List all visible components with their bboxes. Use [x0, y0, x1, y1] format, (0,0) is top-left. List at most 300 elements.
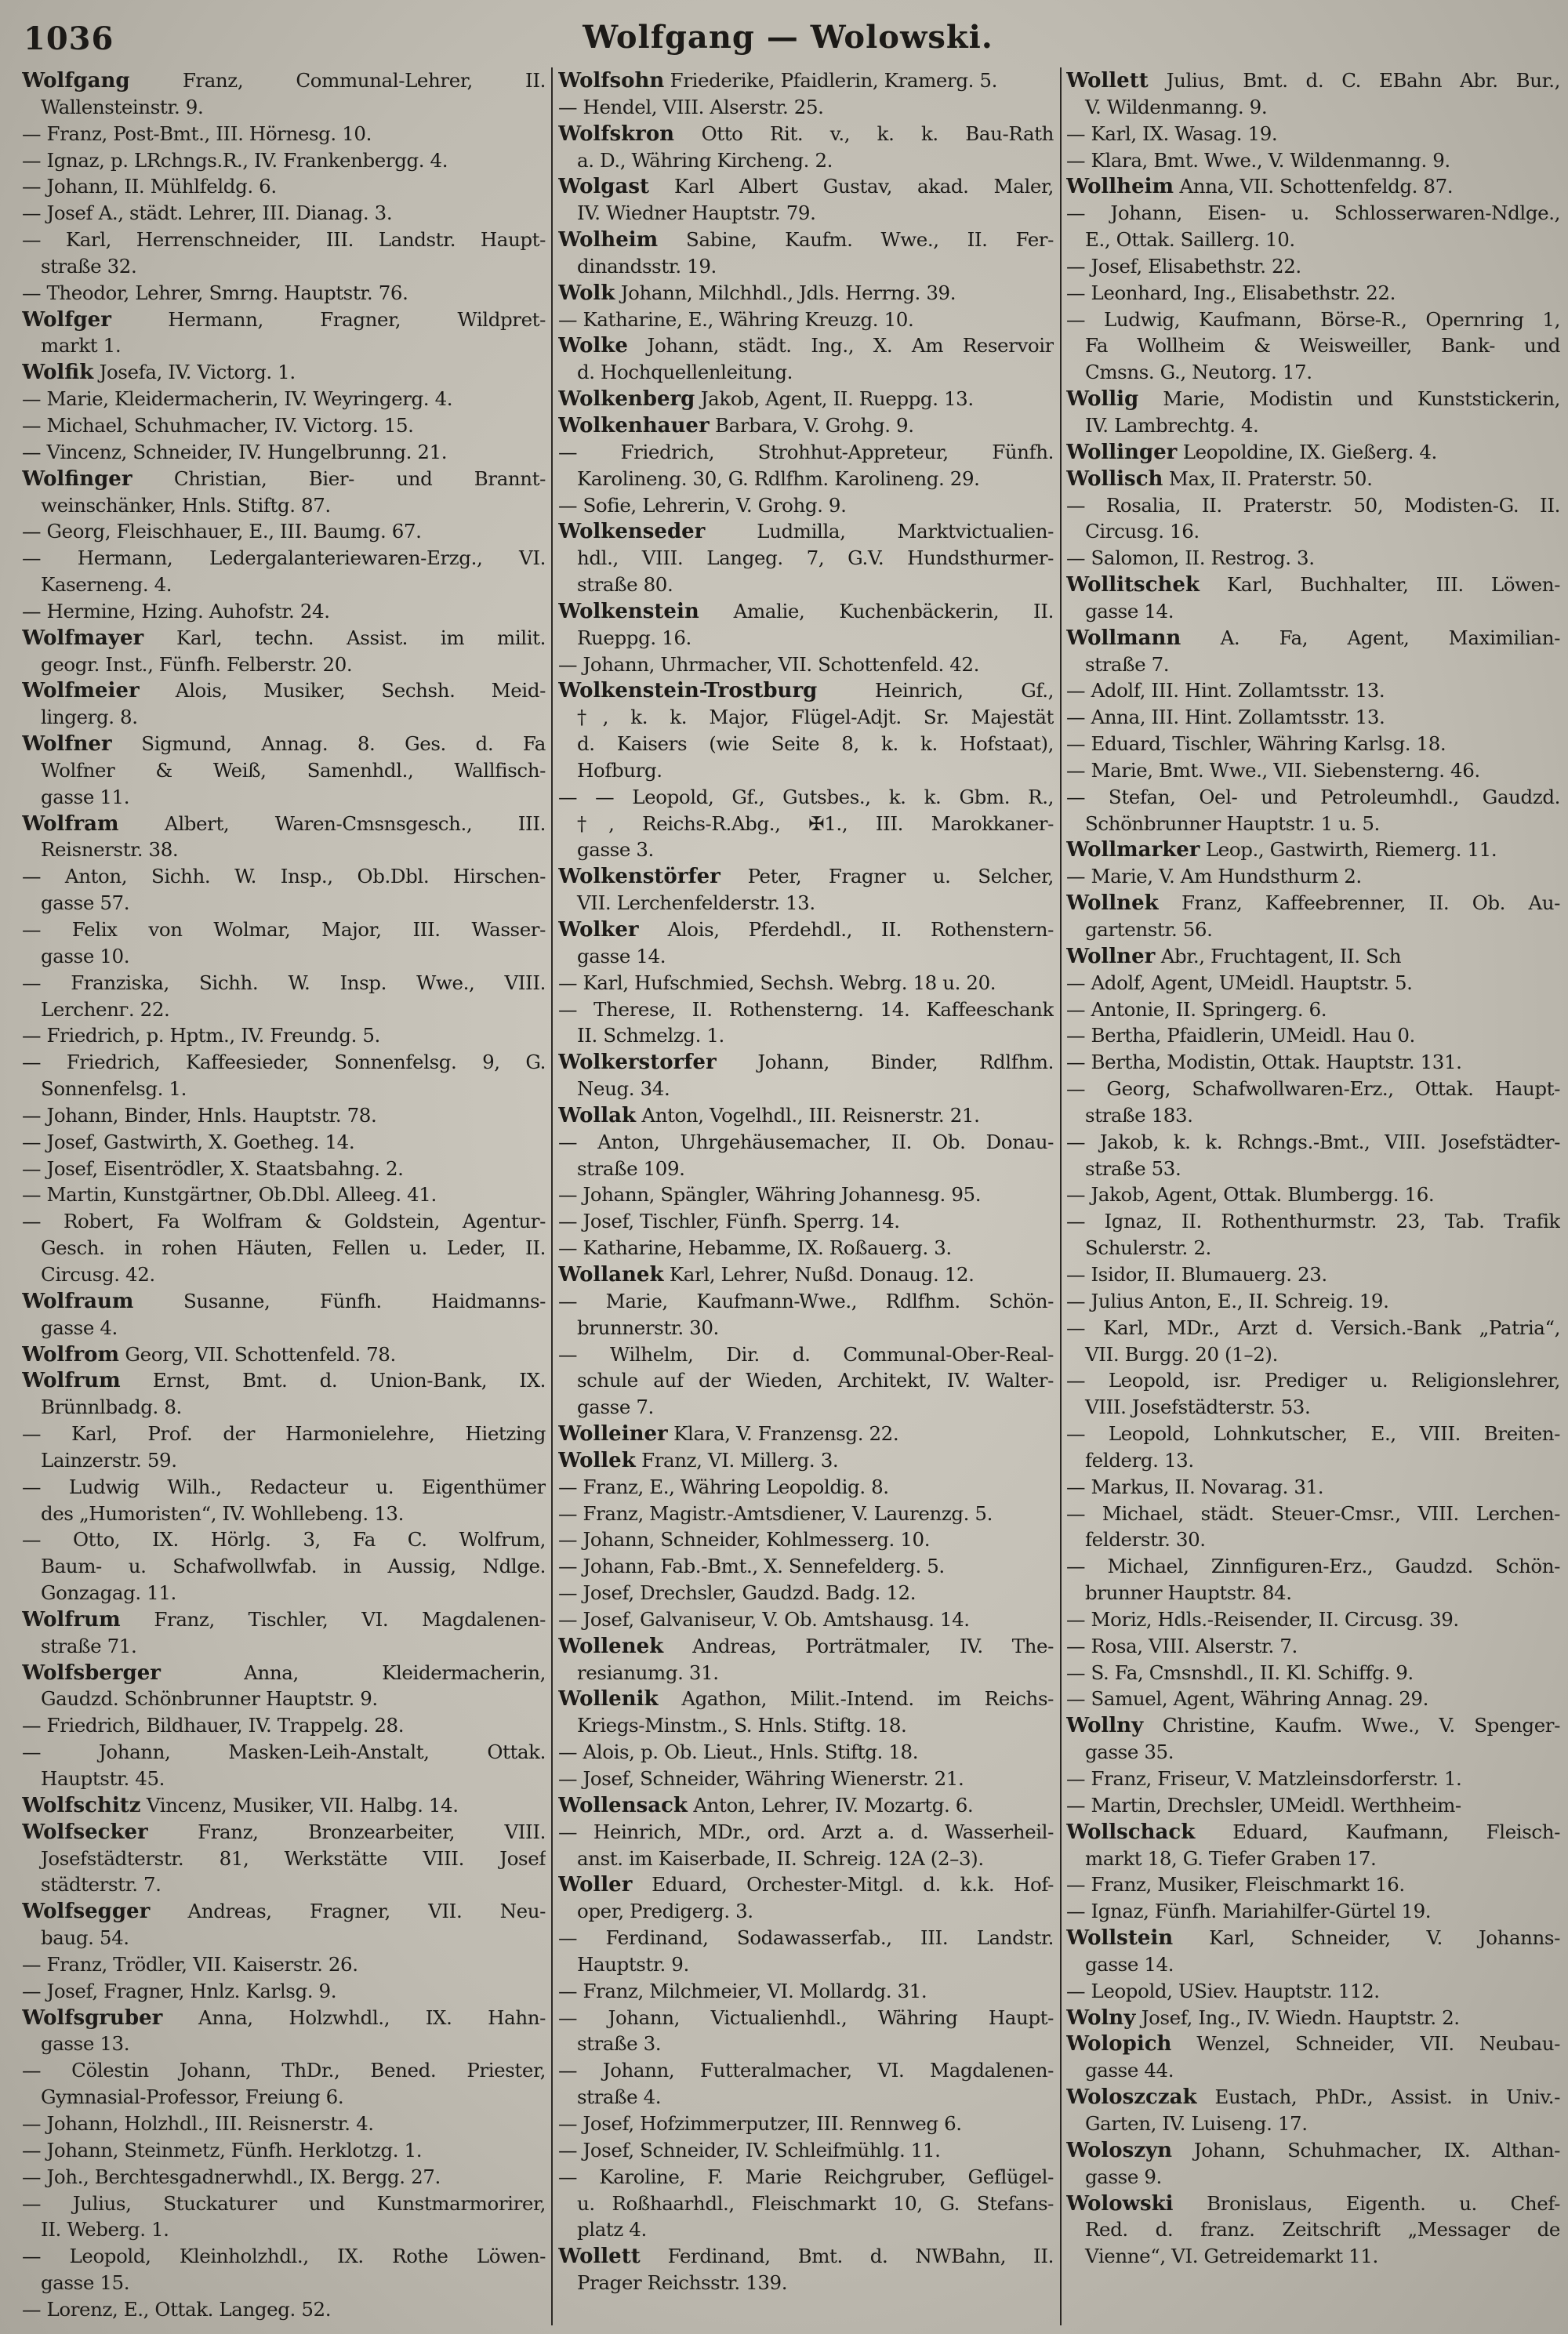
directory-entry — [22, 625, 546, 652]
directory-entry — [22, 1660, 546, 1686]
directory-entry: — Josef A., städt. Lehrer, III. Dianag. 3. — [22, 201, 393, 225]
directory-entry: — Franz, Magistr.-Amtsdiener, V. Laurenzg. 5. — [558, 1501, 993, 1525]
entry-continuation: gasse 35. — [1085, 1741, 1174, 1764]
surname-heading: Wolfsgruber — [22, 2005, 163, 2030]
directory-entry — [558, 1049, 1054, 1076]
surname-heading: Wolfner — [22, 732, 112, 757]
directory-entry: — Georg, Fleischhauer, E., III. Baumg. 67. — [22, 520, 422, 543]
entry-continuation: markt 1. — [41, 334, 122, 358]
entry-continuation: Baum- u. Schafwollwfab. in Aussig, Ndlge. — [41, 1555, 546, 1578]
directory-entry — [558, 1102, 1054, 1129]
entry-continuation: VII. Burgg. 20 (1–2). — [1085, 1342, 1278, 1366]
entry-text: Alois, Pferdehdl., II. Rothenstern- — [638, 918, 1054, 941]
directory-entry: — Hermann, Ledergalanteriewaren-Erzg., VI. — [22, 546, 546, 570]
entry-continuation: Rueppg. 16. — [577, 626, 691, 649]
directory-entry: — Antonie, II. Springerg. 6. — [1066, 997, 1327, 1021]
entry-text: Wenzel, Schneider, VII. Neubau- — [1171, 2032, 1560, 2056]
entry-continuation: E., Ottak. Saillerg. 10. — [1085, 228, 1295, 252]
page-number: 1036 — [24, 20, 114, 57]
directory-entry: — Leopold, isr. Prediger u. Religionslehrer, — [1066, 1369, 1560, 1392]
entry-continuation: brunnerstr. 30. — [577, 1316, 719, 1339]
directory-entry — [558, 121, 1054, 147]
entry-continuation: Hofburg. — [577, 758, 662, 782]
entry-text: Johann, städt. Ing., X. Am Reservoir — [627, 334, 1054, 358]
directory-entry: — Friedrich, Strohhut-Appreteur, Fünfh. — [558, 440, 1054, 463]
directory-entry: — Franz, E., Währing Leopoldig. 8. — [558, 1475, 889, 1498]
directory-entry: — Ludwig, Kaufmann, Börse-R., Opernring 1, — [1066, 307, 1560, 331]
surname-heading: Wolfsegger — [22, 1900, 151, 1924]
directory-entry: — Johann, Masken-Leih-Anstalt, Ottak. — [22, 1741, 546, 1764]
entry-text: Amalie, Kuchenbäckerin, II. — [699, 599, 1054, 623]
entry-text: Johann, Schuhmacher, IX. Althan- — [1172, 2138, 1560, 2162]
entry-continuation: städterstr. 7. — [41, 1873, 162, 1897]
directory-entry: — Franz, Trödler, VII. Kaiserstr. 26. — [22, 1952, 358, 1976]
directory-entry — [558, 173, 1054, 200]
entry-text: Abr., Fruchtagent, II. Sch — [1155, 944, 1402, 967]
directory-entry: — Georg, Schafwollwaren-Erz., Ottak. Haupt- — [1066, 1077, 1560, 1101]
surname-heading: Wollnek — [1066, 891, 1159, 916]
entry-continuation: markt 18, G. Tiefer Graben 17. — [1085, 1846, 1377, 1870]
directory-entry — [558, 67, 1054, 94]
entry-continuation: straße 71. — [41, 1634, 137, 1657]
directory-entry: — Martin, Kunstgärtner, Ob.Dbl. Alleeg. 41. — [22, 1183, 437, 1207]
directory-entry: — S. Fa, Cmsnshdl., II. Kl. Schiffg. 9. — [1066, 1661, 1414, 1684]
surname-heading: Wollny — [1066, 1714, 1144, 1738]
surname-heading: Wolfram — [22, 811, 119, 836]
directory-entry — [1066, 2084, 1560, 2111]
surname-heading: Wollanek — [558, 1262, 664, 1287]
entry-text: Alois, Musiker, Sechsh. Meid- — [139, 679, 546, 702]
directory-entry — [558, 1686, 1054, 1712]
directory-entry: — Johann, II. Mühlfeldg. 6. — [22, 175, 277, 198]
entry-text: Eustach, PhDr., Assist. in Univ.- — [1196, 2085, 1560, 2109]
directory-entry: — Katharine, E., Währing Kreuzg. 10. — [558, 307, 914, 331]
directory-entry: — Marie, V. Am Hundsthurm 2. — [1066, 865, 1362, 888]
entry-continuation: gasse 11. — [41, 785, 130, 808]
directory-entry: — Johann, Eisen- u. Schlosserwaren-Ndlge., — [1066, 201, 1560, 225]
directory-entry: — Jakob, k. k. Rchngs.-Bmt., VIII. Josefstädter- — [1066, 1130, 1560, 1153]
entry-text: Bronislaus, Eigenth. u. Chef- — [1173, 2191, 1560, 2215]
entry-continuation: oper, Predigerg. 3. — [577, 1900, 753, 1923]
surname-heading: Woloszczak — [1066, 2085, 1197, 2110]
entry-continuation: dinandsstr. 19. — [577, 254, 717, 278]
entry-continuation: Gonzagag. 11. — [41, 1581, 176, 1605]
directory-entry — [22, 67, 546, 94]
directory-entry — [558, 1792, 1054, 1819]
surname-heading: Wolfmayer — [22, 626, 144, 650]
entry-continuation: Kriegs-Minstm., S. Hnls. Stiftg. 18. — [577, 1714, 907, 1737]
directory-entry — [558, 386, 1054, 412]
entry-continuation: des „Humoristen“, IV. Wohllebeng. 13. — [41, 1501, 404, 1525]
surname-heading: Wolleiner — [558, 1422, 668, 1446]
directory-entry: — Johann, Futteralmacher, VI. Magdalenen- — [558, 2059, 1054, 2082]
entry-text: Anna, Holzwhdl., IX. Hahn- — [162, 2005, 546, 2029]
entry-continuation: gasse 15. — [41, 2271, 130, 2295]
entry-continuation: gasse 7. — [577, 1396, 654, 1419]
entry-continuation: Red. d. franz. Zeitschrift „Messager de — [1085, 2218, 1560, 2241]
entry-continuation: felderstr. 30. — [1085, 1528, 1206, 1552]
surname-heading: Wollmarker — [1066, 838, 1200, 862]
entry-continuation: gasse 14. — [577, 944, 666, 967]
surname-heading: Wollett — [558, 2245, 641, 2269]
entry-continuation: gartenstr. 56. — [1085, 918, 1213, 941]
directory-entry: — — Leopold, Gf., Gutsbes., k. k. Gbm. R., — [558, 785, 1054, 808]
directory-entry — [1066, 890, 1560, 917]
directory-entry: — Anton, Uhrgehäusemacher, II. Ob. Donau- — [558, 1130, 1054, 1153]
entry-text: Karl, Buchhalter, III. Löwen- — [1200, 573, 1560, 597]
entry-text: A. Fa, Agent, Maximilian- — [1181, 626, 1560, 649]
surname-heading: Wolkenstörfer — [558, 865, 720, 889]
entry-text: Franz, VI. Millerg. 3. — [635, 1448, 839, 1472]
entry-continuation: platz 4. — [577, 2218, 647, 2241]
directory-entry: — Theodor, Lehrer, Smrng. Hauptstr. 76. — [22, 281, 408, 304]
directory-entry: — Johann, Fab.-Bmt., X. Sennefelderg. 5. — [558, 1555, 945, 1578]
directory-entry: — Johann, Steinmetz, Fünfh. Herklotzg. 1. — [22, 2138, 423, 2162]
directory-entry: — Karl, MDr., Arzt d. Versich.-Bank „Patria“, — [1066, 1316, 1560, 1339]
entry-continuation: †, k. k. Major, Flügel-Adjt. Sr. Majestät — [577, 706, 1054, 729]
directory-entry — [22, 466, 546, 492]
entry-text: Heinrich, Gf., — [817, 679, 1054, 702]
directory-entry: — Hendel, VIII. Alserstr. 25. — [558, 95, 824, 118]
entry-text: Albert, Waren-Cmsnsgesch., III. — [118, 811, 546, 835]
directory-entry: — Marie, Kaufmann-Wwe., Rdlfhm. Schön- — [558, 1289, 1054, 1312]
directory-entry — [22, 1288, 546, 1315]
entry-continuation: brunner Hauptstr. 84. — [1085, 1581, 1292, 1605]
directory-entry: — Ludwig Wilh., Redacteur u. Eigenthümer — [22, 1475, 546, 1498]
directory-entry: — Friedrich, Bildhauer, IV. Trappelg. 28. — [22, 1714, 405, 1737]
surname-heading: Wollinger — [1066, 440, 1178, 464]
directory-entry: — Vincenz, Schneider, IV. Hungelbrunng. 21. — [22, 440, 448, 463]
directory-entry — [1066, 1712, 1560, 1739]
entry-continuation: gasse 4. — [41, 1316, 118, 1339]
entry-text: Anton, Vogelhdl., III. Reisnerstr. 21. — [636, 1103, 980, 1127]
surname-heading: Wollak — [558, 1103, 637, 1127]
directory-entry: — Karoline, F. Marie Reichgruber, Geflügel- — [558, 2165, 1054, 2188]
surname-heading: Wollig — [1066, 387, 1139, 412]
entry-text: Max, II. Praterstr. 50. — [1163, 466, 1373, 490]
surname-heading: Wolfskron — [558, 122, 675, 146]
entry-continuation: schule auf der Wieden, Architekt, IV. Walter- — [577, 1369, 1054, 1392]
entry-continuation: Kaserneng. 4. — [41, 573, 172, 597]
entry-continuation: u. Roßhaarhdl., Fleischmarkt 10, G. Stefans- — [577, 2191, 1054, 2215]
entry-text: Hermann, Fragner, Wildpret- — [111, 307, 546, 331]
surname-heading: Wolfrum — [22, 1369, 121, 1393]
directory-entry — [22, 1819, 546, 1846]
directory-entry: — Josef, Eisentrödler, X. Staatsbahng. 2. — [22, 1156, 404, 1180]
entry-text: Franz, Communal-Lehrer, II. — [129, 69, 546, 92]
entry-continuation: hdl., VIII. Langeg. 7, G.V. Hundsthurmer- — [577, 546, 1054, 570]
surname-heading: Wollmann — [1066, 626, 1181, 650]
entry-text: Anna, Kleidermacherin, — [160, 1661, 546, 1684]
directory-entry: — Josef, Fragner, Hnlz. Karlsg. 9. — [22, 1979, 337, 2002]
directory-entry: — Michael, städt. Steuer-Cmsr., VIII. Lerchen- — [1066, 1501, 1560, 1525]
directory-entry: — Josef, Galvaniseur, V. Ob. Amtshausg. 14. — [558, 1607, 970, 1631]
surname-heading: Wolowski — [1066, 2191, 1174, 2216]
directory-entry: — Johann, Spängler, Währing Johannesg. 95. — [558, 1183, 982, 1207]
surname-heading: Woller — [558, 1873, 633, 1897]
directory-entry — [1066, 625, 1560, 652]
directory-entry: — Wilhelm, Dir. d. Communal-Ober-Real- — [558, 1342, 1054, 1366]
directory-entry — [1066, 1819, 1560, 1846]
directory-entry — [1066, 173, 1560, 200]
surname-heading: Woloszyn — [1066, 2138, 1173, 2162]
entry-text: Eduard, Kaufmann, Fleisch- — [1195, 1820, 1560, 1843]
entry-text: Karl, techn. Assist. im milit. — [143, 626, 546, 649]
surname-heading: Wolfraum — [22, 1289, 134, 1313]
directory-entry — [1066, 67, 1560, 94]
directory-entry: — Sofie, Lehrerin, V. Grohg. 9. — [558, 493, 847, 517]
entry-continuation: anst. im Kaiserbade, II. Schreig. 12A (2–3). — [577, 1846, 984, 1870]
directory-entry — [22, 1792, 546, 1819]
entry-continuation: geogr. Inst., Fünfh. Felberstr. 20. — [41, 652, 353, 676]
entry-text: Jakob, Agent, II. Rueppg. 13. — [695, 387, 974, 411]
directory-entry: — Josef, Schneider, Währing Wienerstr. 21. — [558, 1767, 964, 1790]
directory-entry — [558, 1871, 1054, 1898]
entry-continuation: straße 32. — [41, 254, 137, 278]
entry-continuation: Brünnlbadg. 8. — [41, 1396, 182, 1419]
entry-continuation: straße 3. — [577, 2032, 662, 2056]
surname-heading: Wollheim — [1066, 175, 1174, 199]
entry-continuation: d. Kaisers (wie Seite 8, k. k. Hofstaat), — [577, 732, 1054, 756]
entry-continuation: gasse 57. — [41, 891, 130, 915]
directory-entry — [558, 677, 1054, 704]
entry-continuation: Cmsns. G., Neutorg. 17. — [1085, 361, 1312, 384]
entry-continuation: Hauptstr. 9. — [577, 1952, 689, 1976]
directory-entry: — Joh., Berchtesgadnerwhdl., IX. Bergg. 27. — [22, 2165, 441, 2188]
directory-entry: — Franz, Milchmeier, VI. Mollardg. 31. — [558, 1979, 927, 2002]
directory-entry — [22, 359, 546, 386]
entry-continuation: II. Schmelzg. 1. — [577, 1024, 724, 1047]
directory-entry: — Johann, Victualienhdl., Währing Haupt- — [558, 2005, 1054, 2029]
surname-heading: Wollisch — [1066, 466, 1163, 491]
directory-entry — [1066, 2031, 1560, 2057]
directory-entry: — Martin, Drechsler, UMeidl. Werthheim- — [1066, 1793, 1461, 1817]
entry-text: Josefa, IV. Victorg. 1. — [93, 361, 296, 384]
entry-continuation: gasse 3. — [577, 838, 654, 862]
surname-heading: Wollenik — [558, 1687, 659, 1711]
entry-continuation: Schulerstr. 2. — [1085, 1236, 1211, 1260]
entry-continuation: Josefstädterstr. 81, Werkstätte VIII. Josef — [41, 1846, 546, 1870]
entry-continuation: Vienne“, VI. Getreidemarkt 11. — [1085, 2245, 1378, 2268]
directory-entry — [558, 598, 1054, 625]
directory-entry: — Ignaz, Fünfh. Mariahilfer-Gürtel 19. — [1066, 1900, 1432, 1923]
entry-continuation: straße 109. — [577, 1156, 685, 1180]
entry-continuation: Lainzerstr. 59. — [41, 1448, 177, 1472]
entry-text: Christine, Kaufm. Wwe., V. Spenger- — [1143, 1714, 1560, 1737]
entry-continuation: d. Hochquellenleitung. — [577, 361, 793, 384]
page-header — [24, 17, 1552, 64]
directory-entry — [1066, 2005, 1560, 2031]
column-1 — [22, 67, 546, 2325]
directory-entry: — Johann, Binder, Hnls. Hauptstr. 78. — [22, 1103, 377, 1127]
directory-entry — [1066, 439, 1560, 466]
directory-entry: — Franz, Musiker, Fleischmarkt 16. — [1066, 1873, 1405, 1897]
surname-heading: Wolfsberger — [22, 1661, 161, 1685]
directory-entry: — Hermine, Hzing. Auhofstr. 24. — [22, 599, 330, 623]
directory-entry: — Cölestin Johann, ThDr., Bened. Priester, — [22, 2059, 546, 2082]
directory-entry: — Josef, Hofzimmerputzer, III. Rennweg 6. — [558, 2111, 962, 2135]
directory-entry: — Marie, Bmt. Wwe., VII. Siebensterng. 46. — [1066, 758, 1480, 782]
entry-text: Georg, VII. Schottenfeld. 78. — [119, 1342, 396, 1366]
entry-continuation: gasse 44. — [1085, 2059, 1174, 2082]
entry-text: Marie, Modistin und Kunststickerin, — [1138, 387, 1560, 411]
entry-continuation: Fa Wollheim & Weisweiller, Bank- und — [1085, 334, 1560, 358]
surname-heading: Wolfrom — [22, 1342, 120, 1367]
entry-continuation: straße 53. — [1085, 1156, 1181, 1180]
surname-heading: Wolk — [558, 281, 615, 305]
entry-continuation: Sonnenfelsg. 1. — [41, 1077, 187, 1101]
directory-entry: — Isidor, II. Blumauerg. 23. — [1066, 1262, 1327, 1286]
directory-entry: — Johann, Holzhdl., III. Reisnerstr. 4. — [22, 2111, 374, 2135]
directory-entry: — Adolf, Agent, UMeidl. Hauptstr. 5. — [1066, 971, 1413, 994]
surname-heading: Wolfmeier — [22, 679, 140, 703]
entry-continuation: V. Wildenmanng. 9. — [1085, 95, 1268, 118]
entry-continuation: Wallensteinstr. 9. — [41, 95, 204, 118]
entry-text: Karl, Lehrer, Nußd. Donaug. 12. — [663, 1262, 975, 1286]
directory-entry: — Anton, Sichh. W. Insp., Ob.Dbl. Hirschen- — [22, 865, 546, 888]
surname-heading: Wollek — [558, 1448, 636, 1472]
surname-heading: Wollitschek — [1066, 573, 1200, 597]
entry-text: Josef, Ing., IV. Wiedn. Hauptstr. 2. — [1135, 2005, 1460, 2029]
directory-entry: — Karl, Prof. der Harmonielehre, Hietzing — [22, 1422, 546, 1446]
directory-entry — [1066, 466, 1560, 492]
surname-heading: Wolfschitz — [22, 1793, 141, 1817]
surname-heading: Wolkenhauer — [558, 413, 710, 437]
directory-entry: — Eduard, Tischler, Währing Karlsg. 18. — [1066, 732, 1446, 756]
entry-text: Agathon, Milit.-Intend. im Reichs- — [658, 1687, 1054, 1711]
directory-entry — [558, 863, 1054, 890]
surname-heading: Wolker — [558, 918, 639, 942]
directory-entry — [558, 227, 1054, 253]
entry-text: Johann, Binder, Rdlfhm. — [716, 1051, 1054, 1074]
surname-heading: Wolfsecker — [22, 1820, 148, 1844]
directory-entry — [1066, 837, 1560, 863]
column-3 — [1066, 67, 1560, 2325]
directory-entry: — Josef, Schneider, IV. Schleifmühlg. 11. — [558, 2138, 941, 2162]
surname-heading: Wolfger — [22, 307, 111, 332]
entry-continuation: gasse 14. — [1085, 599, 1174, 623]
surname-heading: Wollensack — [558, 1793, 688, 1817]
surname-heading: Wolfsohn — [558, 69, 665, 93]
entry-continuation: †, Reichs-R.Abg., ✠1., III. Marokkaner- — [577, 811, 1054, 835]
entry-continuation: Gymnasial-Professor, Freiung 6. — [41, 2085, 344, 2109]
directory-entry: — Leopold, USiev. Hauptstr. 112. — [1066, 1979, 1380, 2002]
entry-text: Eduard, Orchester-Mitgl. d. k.k. Hof- — [632, 1873, 1054, 1897]
entry-text: Karl, Schneider, V. Johanns- — [1173, 1926, 1560, 1950]
entry-continuation: straße 7. — [1085, 652, 1170, 676]
entry-continuation: Wolfner & Weiß, Samenhdl., Wallfisch- — [41, 758, 546, 782]
directory-entry: — Michael, Schuhmacher, IV. Victorg. 15. — [22, 413, 414, 437]
directory-entry — [1066, 943, 1560, 970]
directory-entry: — Rosalia, II. Praterstr. 50, Modisten-G. II. — [1066, 493, 1560, 517]
entry-text: Anna, VII. Schottenfeldg. 87. — [1174, 175, 1454, 198]
directory-entry: — Stefan, Oel- und Petroleumhdl., Gaudzd. — [1066, 785, 1560, 808]
directory-entry: — Jakob, Agent, Ottak. Blumbergg. 16. — [1066, 1183, 1435, 1207]
entry-continuation: Gesch. in rohen Häuten, Fellen u. Leder, II. — [41, 1236, 546, 1260]
entry-continuation: II. Weberg. 1. — [41, 2218, 169, 2241]
entry-text: Klara, V. Franzensg. 22. — [667, 1422, 899, 1446]
directory-entry: — Marie, Kleidermacherin, IV. Weyringerg. 4. — [22, 387, 453, 411]
directory-entry — [22, 307, 546, 333]
directory-entry: — Franz, Post-Bmt., III. Hörnesg. 10. — [22, 122, 372, 145]
entry-continuation: Neug. 34. — [577, 1077, 670, 1101]
directory-entry: — Bertha, Pfaidlerin, UMeidl. Hau 0. — [1066, 1024, 1415, 1047]
entry-text: Susanne, Fünfh. Haidmanns- — [133, 1289, 546, 1312]
entry-text: Leop., Gastwirth, Riemerg. 11. — [1200, 838, 1497, 862]
directory-entry: — Leopold, Lohnkutscher, E., VIII. Breiten- — [1066, 1422, 1560, 1446]
surname-heading: Wolfgang — [22, 69, 130, 93]
directory-entry — [22, 677, 546, 704]
directory-entry: — Karl, Herrenschneider, III. Landstr. Haupt- — [22, 228, 546, 252]
surname-heading: Wolfinger — [22, 466, 132, 491]
entry-text: Franz, Bronzearbeiter, VIII. — [147, 1820, 546, 1843]
directory-entry: — Leonhard, Ing., Elisabethstr. 22. — [1066, 281, 1396, 304]
surname-heading: Wolkenstein-Trostburg — [558, 679, 818, 703]
directory-entry: — Julius, Stuckaturer und Kunstmarmorirer, — [22, 2191, 546, 2215]
entry-continuation: felderg. 13. — [1085, 1448, 1194, 1472]
directory-entry — [22, 1898, 546, 1925]
directory-entry — [558, 1261, 1054, 1288]
directory-entry — [558, 1421, 1054, 1447]
directory-entry — [22, 811, 546, 837]
entry-text: Ludmilla, Marktvictualien- — [705, 520, 1054, 543]
surname-heading: Wollstein — [1066, 1926, 1174, 1951]
directory-entry — [1066, 2191, 1560, 2217]
entry-continuation: straße 4. — [577, 2085, 662, 2109]
directory-entry: — Franz, Friseur, V. Matzleinsdorferstr. 1. — [1066, 1767, 1462, 1790]
entry-text: Barbara, V. Grohg. 9. — [709, 413, 914, 437]
directory-entry: — Heinrich, MDr., ord. Arzt a. d. Wasserheil- — [558, 1820, 1054, 1843]
directory-entry — [22, 731, 546, 757]
entry-continuation: gasse 14. — [1085, 1952, 1174, 1976]
entry-continuation: a. D., Währing Kircheng. 2. — [577, 148, 833, 172]
entry-text: Ferdinand, Bmt. d. NWBahn, II. — [640, 2245, 1054, 2268]
directory-entry: — Anna, III. Hint. Zollamtsstr. 13. — [1066, 706, 1385, 729]
surname-heading: Wolkenberg — [558, 387, 695, 412]
entry-text: Peter, Fragner u. Selcher, — [720, 865, 1054, 888]
directory-entry — [1066, 572, 1560, 598]
entry-text: Anton, Lehrer, IV. Mozartg. 6. — [687, 1793, 974, 1817]
directory-entry: — Alois, p. Ob. Lieut., Hnls. Stiftg. 18. — [558, 1741, 919, 1764]
directory-entry — [558, 917, 1054, 943]
directory-entry: — Klara, Bmt. Wwe., V. Wildenmanng. 9. — [1066, 148, 1450, 172]
surname-heading: Wolgast — [558, 175, 649, 199]
column-divider — [1060, 67, 1062, 2325]
entry-text: Ernst, Bmt. d. Union-Bank, IX. — [120, 1369, 546, 1392]
directory-entry: — Therese, II. Rothensterng. 14. Kaffeeschank — [558, 997, 1054, 1021]
entry-continuation: Gaudzd. Schönbrunner Hauptstr. 9. — [41, 1687, 378, 1711]
directory-entry: — Rosa, VIII. Alserstr. 7. — [1066, 1634, 1298, 1657]
directory-entry — [558, 332, 1054, 359]
entry-continuation: Circusg. 42. — [41, 1262, 155, 1286]
entry-continuation: straße 80. — [577, 573, 673, 597]
entry-text: Andreas, Porträtmaler, IV. The- — [663, 1634, 1054, 1657]
directory-entry — [558, 1633, 1054, 1660]
entry-text: Andreas, Fragner, VII. Neu- — [150, 1900, 546, 1923]
surname-heading: Wolkenstein — [558, 599, 699, 623]
directory-entry — [558, 2243, 1054, 2270]
entry-continuation: Prager Reichsstr. 139. — [577, 2271, 788, 2295]
entry-text: Sabine, Kaufm. Wwe., II. Fer- — [658, 228, 1054, 252]
entry-continuation: baug. 54. — [41, 1926, 129, 1950]
surname-heading: Wolke — [558, 334, 628, 358]
directory-entry: — Johann, Schneider, Kohlmesserg. 10. — [558, 1528, 931, 1552]
entry-text: Vincenz, Musiker, VII. Halbg. 14. — [140, 1793, 459, 1817]
directory-entry: — Salomon, II. Restrog. 3. — [1066, 546, 1315, 570]
surname-heading: Wolheim — [558, 228, 659, 252]
directory-entry: — Ignaz, II. Rothenthurmstr. 23, Tab. Trafik — [1066, 1210, 1560, 1233]
entry-text: Sigmund, Annag. 8. Ges. d. Fa — [111, 732, 546, 756]
